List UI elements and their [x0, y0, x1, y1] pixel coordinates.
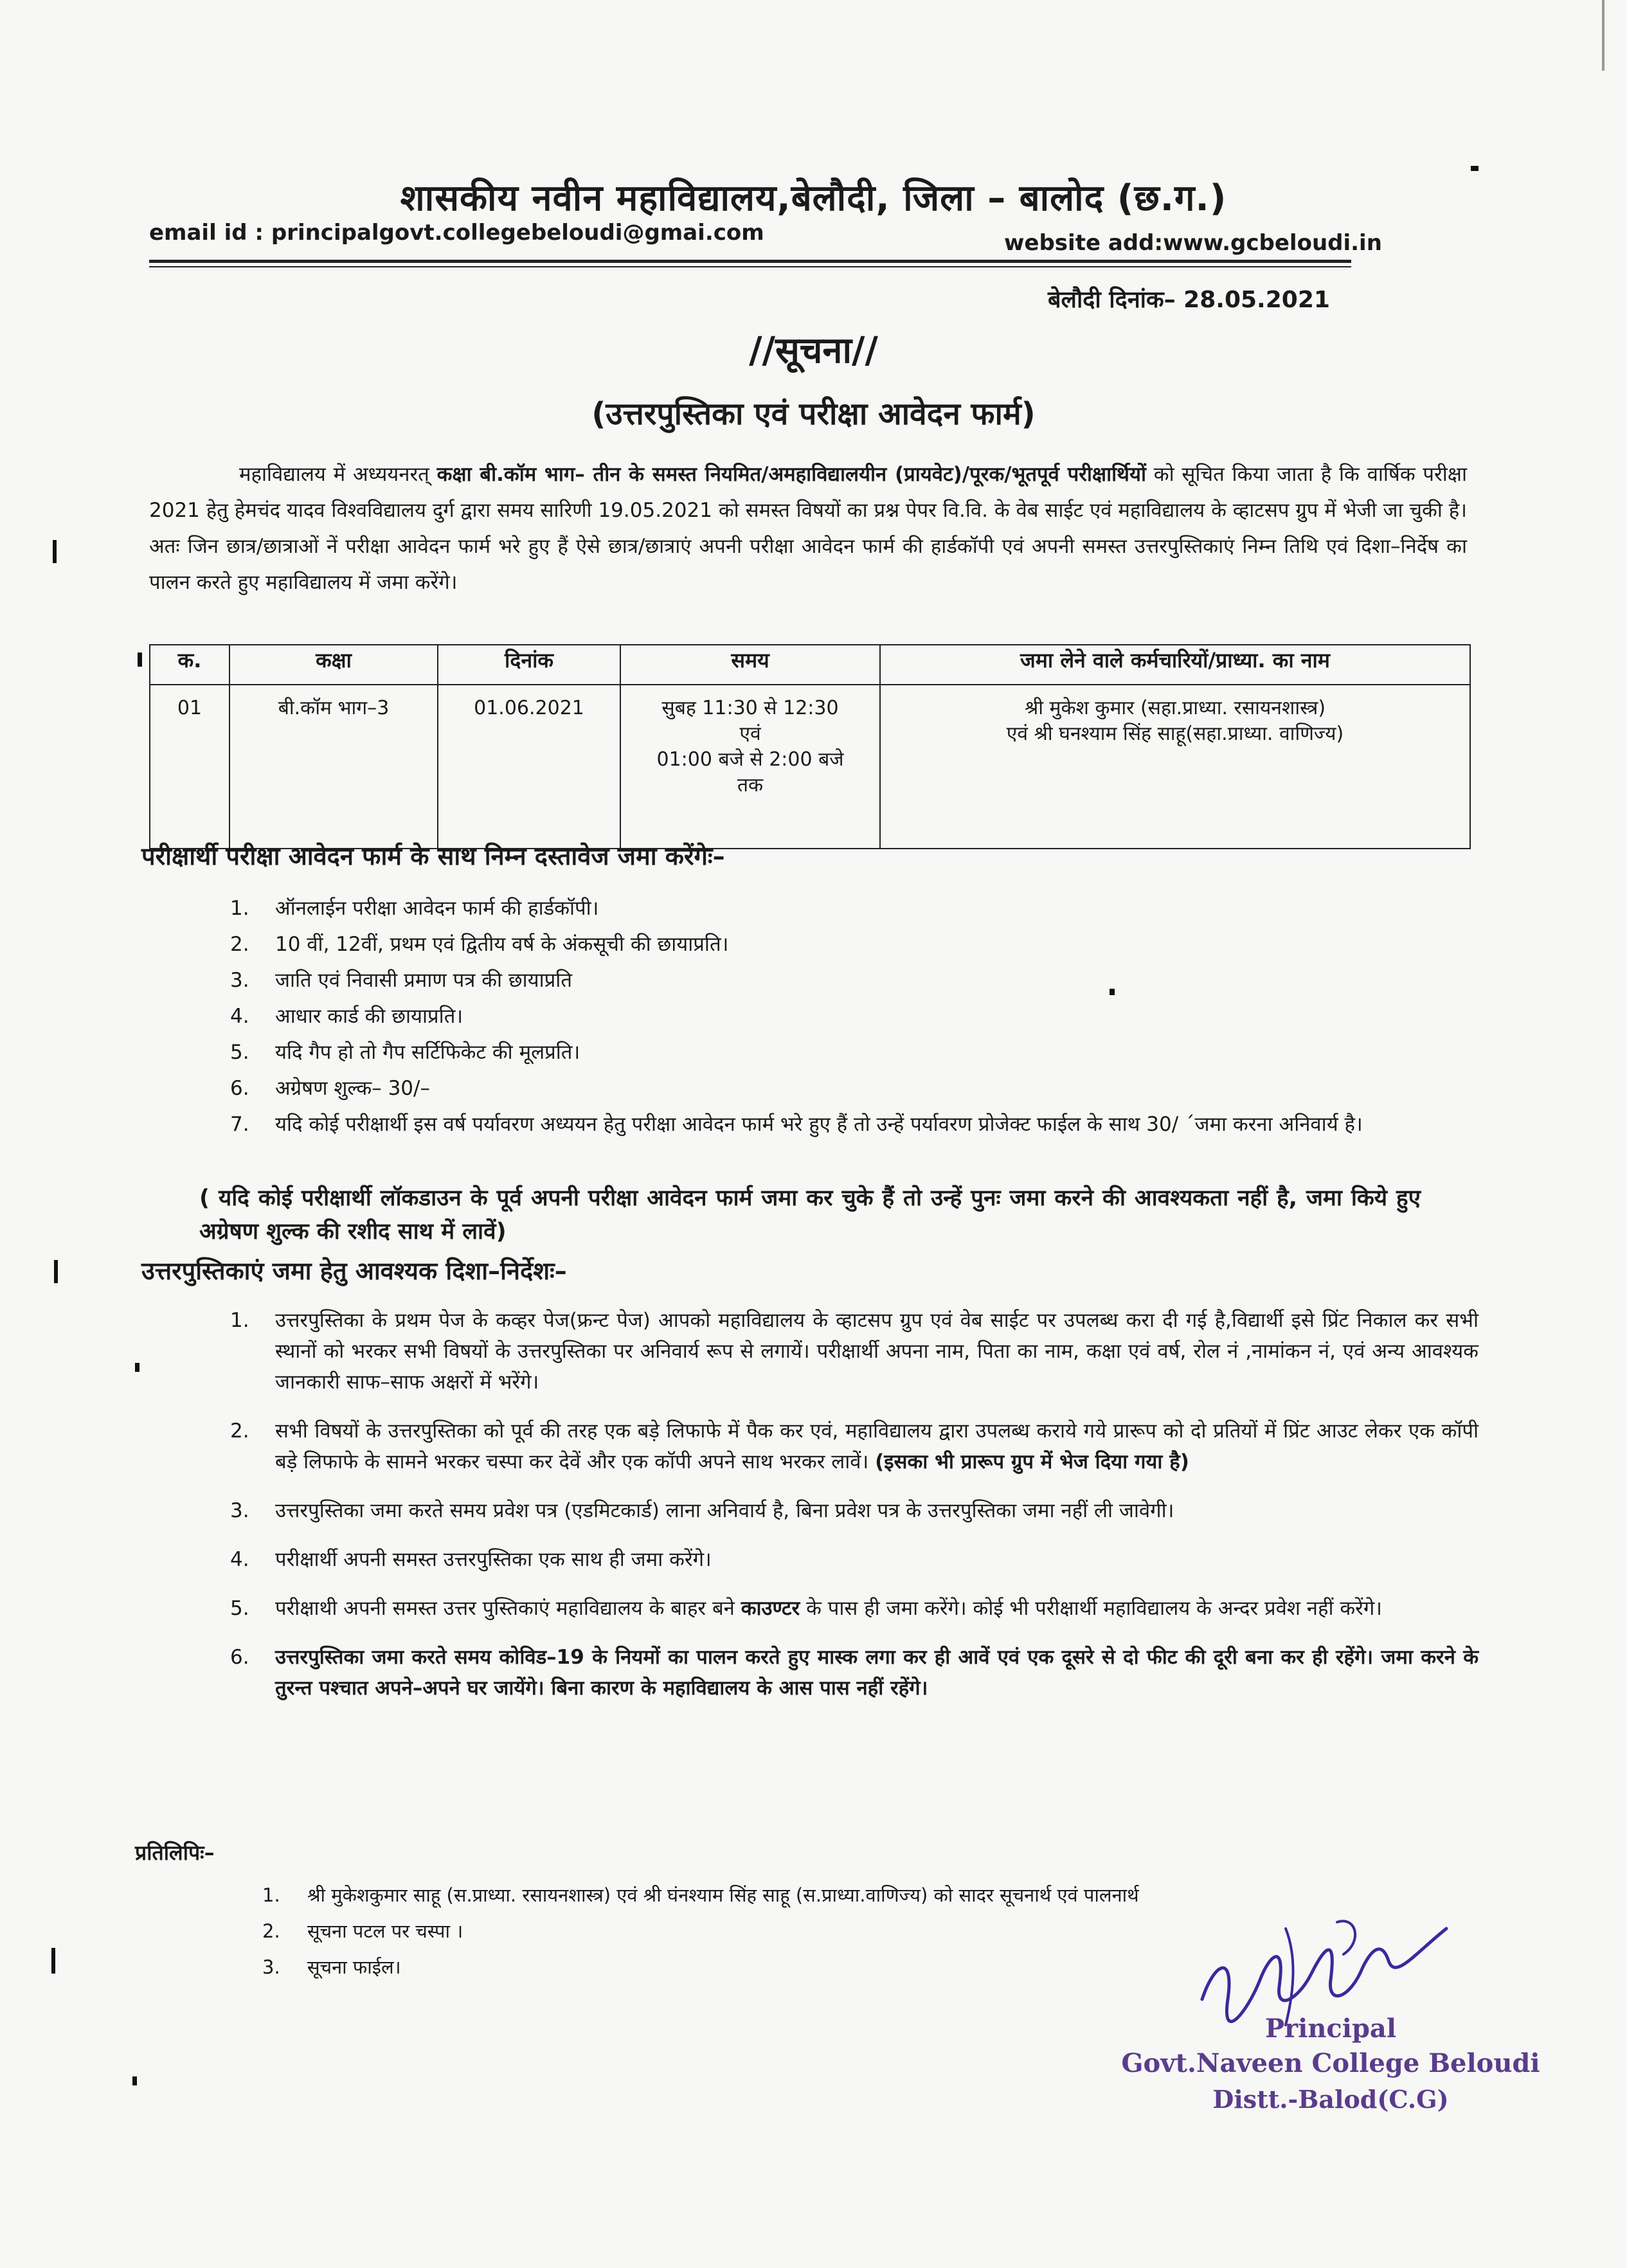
- cell-staff: [880, 685, 1470, 849]
- website-address: website add:www.gcbeloudi.in: [1004, 230, 1382, 256]
- item-text: सूचना पटल पर चस्पा ।: [307, 1920, 463, 1942]
- time-line-1: सुबह 11:30 से 12:30: [661, 697, 839, 719]
- item-text: यदि गैप हो तो गैप सर्टिफिकेट की मूलप्रति।: [275, 1041, 580, 1064]
- col-header-date: दिनांक: [438, 645, 620, 685]
- guidelines-list: [231, 1305, 1479, 1722]
- intro-paragraph: [149, 456, 1467, 600]
- item-text: अग्रेषण शुल्क– 30/–: [275, 1077, 430, 1100]
- scan-mark: [138, 652, 142, 667]
- list-item: 3. उत्तरपुस्तिका जमा करते समय प्रवेश पत्र (एडमिटकार्ड) लाना अनिवार्य है, बिना प्रवेश पत्र के उत्तरपुस्तिका जमा नहीं ली जावेगी।: [231, 1495, 1479, 1526]
- list-item: 2. सभी विषयों के उत्तरपुस्तिका को पूर्व की तरह एक बड़े लिफाफे में पैक कर एवं, महाविद्यालय द्वारा उपलब्ध कराये गये प्रारूप को दो प्रतियों में प्रिंट आउट लेकर एक कॉपी बड़े लिफाफे के सामने भरकर चस्पा कर देवें और एक कॉपी अपने साथ भरकर लावें। (इसका भी प्रारूप ग्रुप में भेज दिया गया है): [231, 1416, 1479, 1477]
- list-item: 3. जाति एवं निवासी प्रमाण पत्र की छायाप्रति: [231, 962, 1479, 998]
- col-header-staff: जमा लेने वाले कर्मचारियों/प्राध्या. का नाम: [880, 645, 1470, 685]
- item-text: श्री मुकेशकुमार साहू (स.प्राध्या. रसायनशास्त्र) एवं श्री घंनश्याम सिंह साहू (स.प्राध्या.वाणिज्य) को सादर सूचनार्थ एवं पालनार्थ: [307, 1884, 1139, 1906]
- item-text: [275, 1593, 1479, 1624]
- email-address: email id : principalgovt.collegebeloudi@gmai.com: [149, 220, 764, 246]
- intro-text-rest: को सूचित किया जाता है कि वार्षिक परीक्षा 2021 हेतु हेमचंद यादव विश्वविद्यालय दुर्ग द्वारा समय सारिणी 19.05.2021 को समस्त विषयों का प्रश्न पेपर वि.वि. के वेब साईट एवं महाविद्यालय के व्हाटसप ग्रुप में भेजी जा चुकी है। अतः जिन छात्र/छात्राओं नें परीक्षा आवेदन फार्म भरे हुए हैं ऐसे छात्र/छात्राएं अपनी परीक्षा आवेदन फार्म की हार्डकॉपी एवं अपनी समस्त उत्तरपुस्तिकाएं निम्न तिथि एवं दिशा–निर्देष का पालन करते हुए महाविद्यालय में जमा करेंगे।: [149, 463, 1467, 594]
- item-text-bold: उत्तरपुस्तिका जमा करते समय कोविड–19 के नियमों का पालन करते हुए मास्क लगा कर ही आवें एवं एक दूसरे से दो फीट की दूरी बना कर ही रहेंगे। जमा करने के तुरन्त पश्चात अपने–अपने घर जायेंगे। बिना कारण के महाविद्यालय के आस पास नहीं रहेंगे।: [275, 1646, 1479, 1700]
- staff-line-2: एवं श्री घनश्याम सिंह साहू(सहा.प्राध्या. वाणिज्य): [1006, 723, 1344, 745]
- item-text-plain-2: के पास ही जमा करेंगे। कोई भी परीक्षार्थी महाविद्यालय के अन्दर प्रवेश नहीं करेंगे।: [800, 1597, 1383, 1620]
- scan-mark: [1471, 166, 1479, 171]
- documents-list: [231, 890, 1479, 1142]
- table-row: [150, 685, 1470, 849]
- item-text: आधार कार्ड की छायाप्रति।: [275, 1005, 463, 1028]
- header-divider: [149, 260, 1351, 263]
- lockdown-note: ( यदि कोई परीक्षार्थी लॉकडाउन के पूर्व अपनी परीक्षा आवेदन फार्म जमा कर चुके हैं तो उन्हें पुनः जमा करने की आवश्यकता नहीं है, जमा किये हुए अग्रेषण शुल्क की रशीद साथ में लावें): [199, 1185, 1421, 1245]
- item-text: [275, 1416, 1479, 1477]
- intro-text-bold: कक्षा बी.कॉम भाग– तीन के समस्त नियमित/अमहाविद्यालयीन (प्रायवेट)/पूरक/भूतपूर्व परीक्षार्थियों: [436, 463, 1146, 486]
- cell-class: बी.कॉम भाग–3: [229, 685, 438, 849]
- table-header-row: [150, 645, 1470, 685]
- scan-mark: [51, 1948, 55, 1974]
- notice-title: //सूचना//: [749, 330, 878, 372]
- item-text: [275, 1642, 1479, 1704]
- scan-mark: [53, 540, 57, 563]
- cell-date: 01.06.2021: [438, 685, 620, 849]
- notice-date: बेलौदी दिनांक– 28.05.2021: [1048, 287, 1330, 313]
- scan-mark: [132, 2076, 137, 2085]
- signatory-district: Distt.-Balod(C.G): [1212, 2085, 1449, 2114]
- college-title: शासकीय नवीन महाविद्यालय,बेलौदी, जिला – बालोद (छ.ग.): [400, 177, 1227, 219]
- cell-time: [620, 685, 880, 849]
- cell-sno: 01: [150, 685, 229, 849]
- list-item: 5. परीक्षाथी अपनी समस्त उत्तर पुस्तिकाएं महाविद्यालय के बाहर बने काउण्टर के पास ही जमा करेंगे। कोई भी परीक्षार्थी महाविद्यालय के अन्दर प्रवेश नहीं करेंगे।: [231, 1593, 1479, 1624]
- item-text-plain: सभी विषयों के उत्तरपुस्तिका को पूर्व की तरह एक बड़े लिफाफे में पैक कर एवं, महाविद्यालय द्वारा उपलब्ध कराये गये प्रारूप को दो प्रतियों में प्रिंट आउट लेकर एक कॉपी बड़े लिफाफे के सामने भरकर चस्पा कर देवें और एक कॉपी अपने साथ भरकर लावें।: [275, 1419, 1479, 1473]
- list-item: 4. परीक्षार्थी अपनी समस्त उत्तरपुस्तिका एक साथ ही जमा करेंगे।: [231, 1544, 1479, 1575]
- list-item: 6. अग्रेषण शुल्क– 30/–: [231, 1070, 1479, 1106]
- scan-mark: [135, 1363, 139, 1372]
- item-text: यदि कोई परीक्षार्थी इस वर्ष पर्यावरण अध्ययन हेतु परीक्षा आवेदन फार्म भरे हुए हैं तो उन्हें पर्यावरण प्रोजेक्ट फाईल के साथ 30/ ´जमा करना अनिवार्य है।: [275, 1113, 1363, 1136]
- list-item: 3. सूचना फाईल।: [264, 1949, 1453, 1985]
- list-item: 1. श्री मुकेशकुमार साहू (स.प्राध्या. रसायनशास्त्र) एवं श्री घंनश्याम सिंह साहू (स.प्राध्या.वाणिज्य) को सादर सूचनार्थ एवं पालनार्थ: [264, 1877, 1453, 1913]
- time-line-3: 01:00 बजे से 2:00 बजे: [656, 748, 844, 771]
- item-text: जाति एवं निवासी प्रमाण पत्र की छायाप्रति: [275, 969, 572, 992]
- list-item: 1. ऑनलाईन परीक्षा आवेदन फार्म की हार्डकॉपी।: [231, 890, 1479, 926]
- documents-heading: परीक्षार्थी परीक्षा आवेदन फार्म के साथ निम्न दस्तावेज जमा करेंगेः–: [141, 842, 725, 870]
- staff-line-1: श्री मुकेश कुमार (सहा.प्राध्या. रसायनशास्त्र): [1024, 697, 1326, 719]
- item-text-bold: (इसका भी प्रारूप ग्रुप में भेज दिया गया है): [875, 1450, 1189, 1473]
- scan-mark: [1110, 989, 1115, 995]
- notice-subtitle: (उत्तरपुस्तिका एवं परीक्षा आवेदन फार्म): [591, 396, 1036, 432]
- item-text: उत्तरपुस्तिका जमा करते समय प्रवेश पत्र (एडमिटकार्ड) लाना अनिवार्य है, बिना प्रवेश पत्र के उत्तरपुस्तिका जमा नहीं ली जावेगी।: [275, 1499, 1174, 1522]
- scan-edge: [1602, 0, 1605, 71]
- col-header-class: कक्षा: [229, 645, 438, 685]
- list-item: 5. यदि गैप हो तो गैप सर्टिफिकेट की मूलप्रति।: [231, 1034, 1479, 1070]
- scan-mark: [54, 1260, 58, 1283]
- item-text: सूचना फाईल।: [307, 1956, 401, 1978]
- guidelines-heading: उत्तरपुस्तिकाएं जमा हेतु आवश्यक दिशा–निर्देशः–: [141, 1257, 567, 1285]
- copy-to-heading: प्रतिलिपिः–: [135, 1841, 215, 1865]
- list-item: 4. आधार कार्ड की छायाप्रति।: [231, 998, 1479, 1034]
- intro-text-start: महाविद्यालय में अध्ययनरत्: [239, 463, 437, 486]
- time-line-2: एवं: [739, 723, 761, 745]
- col-header-sno: क.: [150, 645, 229, 685]
- signatory-college: Govt.Naveen College Beloudi: [1121, 2048, 1540, 2078]
- signatory-stamp: [1112, 2012, 1549, 2118]
- item-text: परीक्षार्थी अपनी समस्त उत्तरपुस्तिका एक साथ ही जमा करेंगे।: [275, 1548, 712, 1571]
- time-line-4: तक: [737, 774, 764, 797]
- list-item: 2. सूचना पटल पर चस्पा ।: [264, 1913, 1453, 1949]
- item-text-plain: परीक्षाथी अपनी समस्त उत्तर पुस्तिकाएं महाविद्यालय के बाहर बने: [275, 1597, 741, 1620]
- header-divider-thin: [149, 266, 1351, 267]
- schedule-table: [149, 644, 1471, 849]
- item-text-bold: काउण्टर: [741, 1597, 800, 1620]
- list-item: 6. उत्तरपुस्तिका जमा करते समय कोविड–19 के नियमों का पालन करते हुए मास्क लगा कर ही आवें एवं एक दूसरे से दो फीट की दूरी बना कर ही रहेंगे। जमा करने के तुरन्त पश्चात अपने–अपने घर जायेंगे। बिना कारण के महाविद्यालय के आस पास नहीं रहेंगे।: [231, 1642, 1479, 1704]
- list-item: 1. उत्तरपुस्तिका के प्रथम पेज के कव्हर पेज(फ्रन्ट पेज) आपको महाविद्यालय के व्हाटसप ग्रुप एवं वेब साईट पर उपलब्ध करा दी गई है,विद्यार्थी इसे प्रिंट निकाल कर सभी स्थानों को भरकर सभी विषयों के उत्तरपुस्तिका पर अनिवार्य रूप से लगायें। परीक्षार्थी अपना नाम, पिता का नाम, कक्षा एवं वर्ष, रोल नं ,नामांकन नं, एवं अन्य आवश्यक जानकारी साफ–साफ अक्षरों में भरेंगे।: [231, 1305, 1479, 1398]
- item-text: उत्तरपुस्तिका के प्रथम पेज के कव्हर पेज(फ्रन्ट पेज) आपको महाविद्यालय के व्हाटसप ग्रुप एवं वेब साईट पर उपलब्ध करा दी गई है,विद्यार्थी इसे प्रिंट निकाल कर सभी स्थानों को भरकर सभी विषयों के उत्तरपुस्तिका पर अनिवार्य रूप से लगायें। परीक्षार्थी अपना नाम, पिता का नाम, कक्षा एवं वर्ष, रोल नं ,नामांकन नं, एवं अन्य आवश्यक जानकारी साफ–साफ अक्षरों में भरेंगे।: [275, 1309, 1479, 1394]
- col-header-time: समय: [620, 645, 880, 685]
- list-item: 7. यदि कोई परीक्षार्थी इस वर्ष पर्यावरण अध्ययन हेतु परीक्षा आवेदन फार्म भरे हुए हैं तो उन्हें पर्यावरण प्रोजेक्ट फाईल के साथ 30/ ´जमा करना अनिवार्य है।: [231, 1106, 1479, 1142]
- list-item: 2. 10 वीं, 12वीं, प्रथम एवं द्वितीय वर्ष के अंकसूची की छायाप्रति।: [231, 926, 1479, 962]
- item-text: ऑनलाईन परीक्षा आवेदन फार्म की हार्डकॉपी।: [275, 897, 599, 920]
- signatory-title: Principal: [1264, 2013, 1397, 2044]
- item-text: 10 वीं, 12वीं, प्रथम एवं द्वितीय वर्ष के अंकसूची की छायाप्रति।: [275, 933, 729, 956]
